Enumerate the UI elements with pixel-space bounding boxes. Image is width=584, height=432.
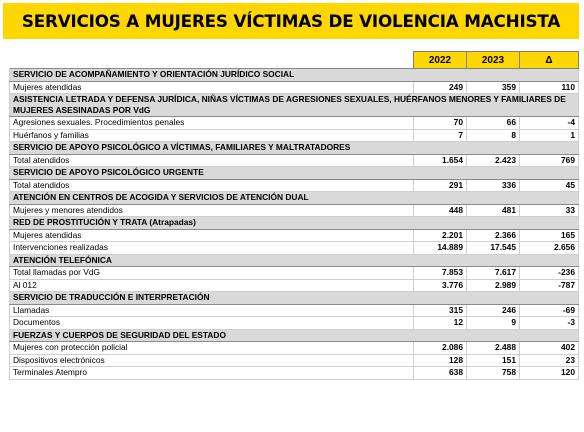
table-row — [10, 304, 579, 317]
page-title: SERVICIOS A MUJERES VÍCTIMAS DE VIOLENCIA MACHISTA — [21, 11, 561, 31]
value-2022-cell: 1.654 — [414, 154, 467, 167]
title-band — [3, 3, 579, 39]
section-header-row — [10, 142, 579, 155]
table-row — [10, 129, 579, 142]
value-2023-cell: 758 — [467, 367, 520, 380]
row-label: Mujeres atendidas — [10, 229, 414, 242]
column-header-2023: 2023 — [467, 52, 520, 69]
column-header-2022: 2022 — [414, 52, 467, 69]
services-table — [9, 51, 579, 380]
table-row — [10, 367, 579, 380]
value-2023-cell: 2.423 — [467, 154, 520, 167]
delta-cell: 23 — [520, 354, 579, 367]
row-label: Dispositivos electrónicos — [10, 354, 414, 367]
section-header-row — [10, 292, 579, 305]
value-2022-cell: 315 — [414, 304, 467, 317]
delta-cell: -4 — [520, 117, 579, 130]
value-2023-cell: 2.989 — [467, 279, 520, 292]
row-label: Total atendidos — [10, 154, 414, 167]
section-title: RED DE PROSTITUCIÓN Y TRATA (Atrapadas) — [10, 217, 579, 230]
section-header-row — [10, 94, 579, 117]
row-label: Al 012 — [10, 279, 414, 292]
table-row — [10, 279, 579, 292]
section-title: FUERZAS Y CUERPOS DE SEGURIDAD DEL ESTADO — [10, 329, 579, 342]
section-header-row — [10, 254, 579, 267]
delta-cell: 110 — [520, 81, 579, 94]
value-2023-cell: 17.545 — [467, 242, 520, 255]
value-2023-cell: 336 — [467, 179, 520, 192]
delta-cell: -787 — [520, 279, 579, 292]
delta-cell: 2.656 — [520, 242, 579, 255]
row-label: Mujeres atendidas — [10, 81, 414, 94]
row-label: Terminales Atempro — [10, 367, 414, 380]
value-2022-cell: 638 — [414, 367, 467, 380]
row-label: Documentos — [10, 317, 414, 330]
table-body — [10, 69, 579, 380]
value-2022-cell: 249 — [414, 81, 467, 94]
value-2022-cell: 448 — [414, 204, 467, 217]
section-header-row — [10, 167, 579, 180]
value-2023-cell: 246 — [467, 304, 520, 317]
value-2023-cell: 2.488 — [467, 342, 520, 355]
value-2023-cell: 7.617 — [467, 267, 520, 280]
delta-cell: 120 — [520, 367, 579, 380]
table-header — [10, 52, 579, 69]
table-row — [10, 204, 579, 217]
header-blank-cell — [10, 52, 414, 69]
table-row — [10, 154, 579, 167]
value-2022-cell: 2.201 — [414, 229, 467, 242]
table-row — [10, 317, 579, 330]
delta-cell: 165 — [520, 229, 579, 242]
delta-cell: -236 — [520, 267, 579, 280]
value-2023-cell: 151 — [467, 354, 520, 367]
value-2022-cell: 2.086 — [414, 342, 467, 355]
section-title: ATENCIÓN EN CENTROS DE ACOGIDA Y SERVICIOS DE ATENCIÓN DUAL — [10, 192, 579, 205]
row-label: Total atendidos — [10, 179, 414, 192]
section-header-row — [10, 192, 579, 205]
row-label: Llamadas — [10, 304, 414, 317]
table-row — [10, 242, 579, 255]
table-row — [10, 342, 579, 355]
table-row — [10, 81, 579, 94]
value-2022-cell: 291 — [414, 179, 467, 192]
delta-cell: -69 — [520, 304, 579, 317]
value-2023-cell: 66 — [467, 117, 520, 130]
value-2022-cell: 14.889 — [414, 242, 467, 255]
section-header-row — [10, 217, 579, 230]
value-2022-cell: 3.776 — [414, 279, 467, 292]
row-label: Mujeres y menores atendidos — [10, 204, 414, 217]
row-label: Total llamadas por VdG — [10, 267, 414, 280]
delta-cell: -3 — [520, 317, 579, 330]
table-row — [10, 267, 579, 280]
value-2023-cell: 2.366 — [467, 229, 520, 242]
value-2023-cell: 359 — [467, 81, 520, 94]
table-row — [10, 229, 579, 242]
value-2022-cell: 70 — [414, 117, 467, 130]
value-2023-cell: 481 — [467, 204, 520, 217]
value-2023-cell: 9 — [467, 317, 520, 330]
table-row — [10, 117, 579, 130]
section-title: SERVICIO DE APOYO PSICOLÓGICO A VÍCTIMAS, FAMILIARES Y MALTRATADORES — [10, 142, 579, 155]
section-header-row — [10, 329, 579, 342]
delta-cell: 769 — [520, 154, 579, 167]
table-row — [10, 354, 579, 367]
value-2022-cell: 7.853 — [414, 267, 467, 280]
section-title: ASISTENCIA LETRADA Y DEFENSA JURÍDICA, NIÑAS VÍCTIMAS DE AGRESIONES SEXUALES, HUÉRFANOS MENORES Y FAMILIARES DE MUJERES ASESINADAS POR VdG — [10, 94, 579, 117]
section-title: ATENCIÓN TELEFÓNICA — [10, 254, 579, 267]
delta-cell: 1 — [520, 129, 579, 142]
delta-cell: 33 — [520, 204, 579, 217]
delta-cell: 402 — [520, 342, 579, 355]
value-2022-cell: 7 — [414, 129, 467, 142]
section-title: SERVICIO DE APOYO PSICOLÓGICO URGENTE — [10, 167, 579, 180]
section-title: SERVICIO DE TRADUCCIÓN E INTERPRETACIÓN — [10, 292, 579, 305]
row-label: Mujeres con protección policial — [10, 342, 414, 355]
section-header-row — [10, 69, 579, 82]
row-label: Huérfanos y familias — [10, 129, 414, 142]
table-row — [10, 179, 579, 192]
column-header-delta: Δ — [520, 52, 579, 69]
row-label: Intervenciones realizadas — [10, 242, 414, 255]
row-label: Agresiones sexuales. Procedimientos penales — [10, 117, 414, 130]
value-2022-cell: 128 — [414, 354, 467, 367]
value-2023-cell: 8 — [467, 129, 520, 142]
value-2022-cell: 12 — [414, 317, 467, 330]
section-title: SERVICIO DE ACOMPAÑAMIENTO Y ORIENTACIÓN JURÍDICO SOCIAL — [10, 69, 579, 82]
delta-cell: 45 — [520, 179, 579, 192]
